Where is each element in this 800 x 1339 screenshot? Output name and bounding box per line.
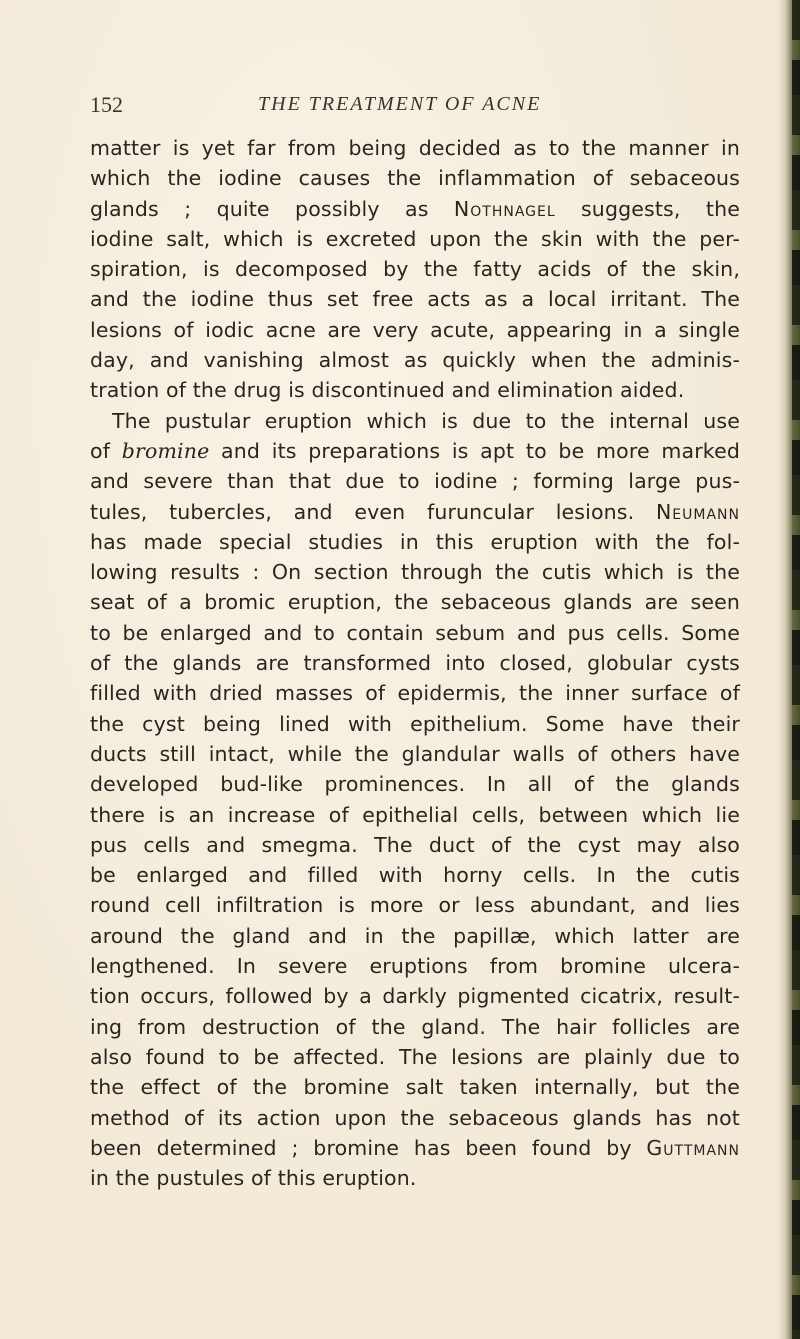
text-line xyxy=(90,1163,740,1193)
text-line xyxy=(90,224,740,254)
line-text: pus cells and smegma. The duct of the cyst may also xyxy=(90,832,740,857)
line-text: method of its action upon the sebaceous glands has not xyxy=(90,1105,740,1130)
line-text: spiration, is decomposed by the fatty acids of the skin, xyxy=(90,257,740,282)
line-text: which the iodine causes the inflammation of sebaceous xyxy=(90,166,740,191)
text-line xyxy=(90,618,740,648)
text-line xyxy=(90,951,740,981)
text-line xyxy=(90,769,740,799)
text-line xyxy=(90,1103,740,1133)
text-line xyxy=(90,1042,740,1072)
line-text: lesions of iodic acne are very acute, appearing in a single xyxy=(90,317,740,342)
text-line xyxy=(90,830,740,860)
body-text xyxy=(90,133,740,1193)
text-line xyxy=(90,315,740,345)
line-text: of xyxy=(90,438,122,463)
line-text: been determined ; bromine has been found by xyxy=(90,1135,647,1160)
text-line xyxy=(90,587,740,617)
line-text: lowing results : On section through the cutis which is the xyxy=(90,560,740,585)
line-text: and the iodine thus set free acts as a local irritant. The xyxy=(90,287,740,312)
text-line xyxy=(90,254,740,284)
text-line xyxy=(90,1012,740,1042)
line-text: also found to be affected. The lesions are plainly due to xyxy=(90,1044,740,1069)
line-text: and severe than that due to iodine ; forming large pus- xyxy=(90,469,740,494)
text-line xyxy=(90,436,740,466)
text-line xyxy=(90,466,740,496)
line-text: and its preparations is apt to be more marked xyxy=(209,438,741,463)
line-text: matter is yet far from being decided as to the manner in xyxy=(90,136,740,160)
text-line xyxy=(90,1133,740,1163)
page-edge-shadow xyxy=(778,0,800,1339)
line-text: the cyst being lined with epithelium. Some have their xyxy=(90,711,740,736)
line-text: day, and vanishing almost as quickly when the adminis- xyxy=(90,348,740,373)
line-text: ducts still intact, while the glandular walls of others have xyxy=(90,741,740,766)
text-line xyxy=(90,890,740,920)
running-head xyxy=(90,92,740,122)
line-text: tules, tubercles, and even furuncular lesions. xyxy=(90,499,656,524)
author-name: Neumann xyxy=(655,499,740,524)
text-line xyxy=(90,648,740,678)
line-text: around the gland and in the papillæ, which latter are xyxy=(90,923,740,948)
line-text: lengthened. In severe eruptions from bromine ulcera- xyxy=(90,954,740,979)
text-line xyxy=(90,527,740,557)
text-line xyxy=(90,406,740,436)
text-line xyxy=(90,678,740,708)
line-text: has made special studies in this eruption with the fol- xyxy=(90,529,740,554)
line-text: iodine salt, which is excreted upon the skin with the per- xyxy=(90,226,740,251)
text-line xyxy=(90,709,740,739)
text-line xyxy=(90,557,740,587)
author-name: Guttmann xyxy=(646,1135,740,1160)
text-line xyxy=(90,497,740,527)
text-line xyxy=(90,921,740,951)
line-text: suggests, the xyxy=(555,196,740,221)
text-line xyxy=(90,800,740,830)
line-text: glands ; quite possibly as xyxy=(90,196,454,221)
line-text: there is an increase of epithelial cells, between which lie xyxy=(90,802,740,827)
text-line xyxy=(90,194,740,224)
text-line xyxy=(90,345,740,375)
line-text: the effect of the bromine salt taken internally, but the xyxy=(90,1075,740,1100)
emphasis-text: bromine xyxy=(121,438,210,463)
line-text: ing from destruction of the gland. The hair follicles are xyxy=(90,1014,740,1039)
text-line xyxy=(90,375,740,405)
running-title: THE TREATMENT OF ACNE xyxy=(258,93,542,115)
text-line xyxy=(90,860,740,890)
text-line xyxy=(90,739,740,769)
line-text: filled with dried masses of epidermis, the inner surface of xyxy=(90,681,740,706)
line-text: in the pustules of this eruption. xyxy=(90,1166,417,1191)
line-text: developed bud-like prominences. In all of the glands xyxy=(90,772,740,797)
text-line xyxy=(90,284,740,314)
author-name: Nothnagel xyxy=(453,196,556,221)
page-number: 152 xyxy=(90,92,123,117)
line-text: round cell infiltration is more or less abundant, and lies xyxy=(90,893,740,918)
line-text: seat of a bromic eruption, the sebaceous glands are seen xyxy=(90,590,740,615)
line-text: be enlarged and filled with horny cells. In the cutis xyxy=(90,863,740,888)
line-text: tration of the drug is discontinued and elimination aided. xyxy=(90,378,685,403)
line-text: The pustular eruption which is due to the internal use xyxy=(112,408,740,433)
text-line xyxy=(90,981,740,1011)
text-line xyxy=(90,133,740,163)
line-text: tion occurs, followed by a darkly pigmented cicatrix, result- xyxy=(90,984,740,1009)
text-line xyxy=(90,163,740,193)
line-text: to be enlarged and to contain sebum and pus cells. Some xyxy=(90,620,740,645)
line-text: of the glands are transformed into closed, globular cysts xyxy=(90,651,740,676)
text-line xyxy=(90,1072,740,1102)
